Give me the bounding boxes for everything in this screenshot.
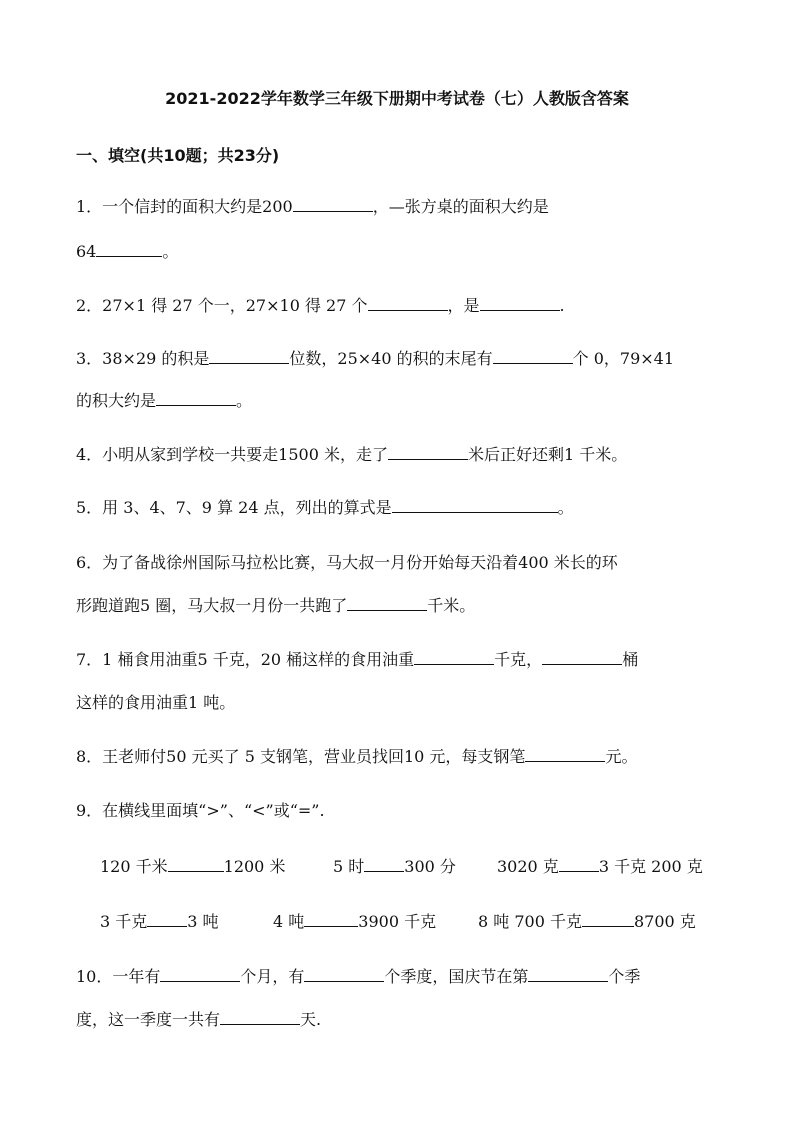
- question-6-line-1: [76, 553, 618, 573]
- answer-blank[interactable]: [582, 912, 634, 927]
- answer-blank[interactable]: [525, 747, 605, 762]
- question-1-line-1: [76, 197, 549, 217]
- comparison-left: 8 吨 700 千克: [478, 912, 582, 931]
- comparison-right: 8700 克: [633, 912, 696, 931]
- answer-blank[interactable]: [480, 296, 560, 311]
- q6-text-b: 形跑道跑5 圈，马大叔一月份一共跑了: [76, 596, 348, 615]
- comparison-item: [100, 912, 219, 932]
- q1-text-b: ，—张方桌的面积大约是: [372, 197, 549, 216]
- question-9: [76, 801, 325, 821]
- q1-text-d: 。: [162, 242, 179, 261]
- q7-text-c: 桶: [622, 650, 639, 669]
- page-title: 2021-2022学年数学三年级下册期中考试卷（七）人教版含答案: [165, 89, 629, 108]
- comparison-left: 3 千克: [100, 912, 148, 931]
- q2-text-b: ，是: [447, 296, 480, 315]
- answer-blank[interactable]: [364, 857, 404, 872]
- answer-blank[interactable]: [293, 197, 373, 212]
- question-1-line-2: [76, 242, 178, 262]
- q3-text-e: 。: [236, 391, 253, 410]
- q10-text-a: 10．一年有: [76, 967, 161, 986]
- q7-text-d: 这样的食用油重1 吨。: [76, 693, 236, 712]
- q8-text-b: 元。: [605, 747, 638, 766]
- question-4: [76, 445, 627, 465]
- comparison-left: 3020 克: [497, 857, 559, 876]
- answer-blank[interactable]: [392, 498, 558, 513]
- comparison-item: [273, 912, 436, 932]
- comparison-left: 5 时: [333, 857, 365, 876]
- q10-text-d: 个季: [608, 967, 641, 986]
- answer-blank[interactable]: [156, 391, 236, 406]
- q1-text-a: 1．一个信封的面积大约是200: [76, 197, 293, 216]
- comparison-item: [497, 857, 703, 877]
- question-10-line-2: [76, 1010, 321, 1030]
- answer-blank[interactable]: [388, 445, 468, 460]
- answer-blank[interactable]: [147, 912, 187, 927]
- comparison-item: [333, 857, 456, 877]
- question-6-line-2: [76, 596, 475, 616]
- comparison-right: 3 吨: [187, 912, 219, 931]
- q3-text-b: 位数，25×40 的积的末尾有: [289, 349, 493, 368]
- answer-blank[interactable]: [304, 967, 384, 982]
- q3-text-a: 3．38×29 的积是: [76, 349, 210, 368]
- answer-blank[interactable]: [542, 650, 622, 665]
- question-8: [76, 747, 637, 767]
- answer-blank[interactable]: [414, 650, 494, 665]
- q5-text-a: 5．用 3、4、7、9 算 24 点，列出的算式是: [76, 498, 392, 517]
- comparison-left: 120 千米: [100, 857, 168, 876]
- q10-text-b: 个月，有: [240, 967, 305, 986]
- answer-blank[interactable]: [493, 349, 573, 364]
- answer-blank[interactable]: [347, 596, 427, 611]
- question-7-line-1: [76, 650, 638, 670]
- q3-text-c: 个 0，79×41: [572, 349, 675, 368]
- answer-blank[interactable]: [368, 296, 448, 311]
- comparison-right: 300 分: [404, 857, 456, 876]
- comparison-item: [478, 912, 696, 932]
- q4-text-a: 4．小明从家到学校一共要走1500 米，走了: [76, 445, 388, 464]
- question-5: [76, 498, 574, 518]
- comparison-left: 4 吨: [273, 912, 305, 931]
- answer-blank[interactable]: [160, 967, 240, 982]
- section-heading: 一、填空(共10题；共23分): [76, 146, 280, 165]
- question-7-line-2: [76, 693, 235, 713]
- answer-blank[interactable]: [168, 857, 224, 872]
- answer-blank[interactable]: [96, 242, 162, 257]
- question-10-line-1: [76, 967, 640, 987]
- q7-text-a: 7．1 桶食用油重5 千克，20 桶这样的食用油重: [76, 650, 415, 669]
- answer-blank[interactable]: [304, 912, 358, 927]
- question-2: [76, 296, 565, 316]
- comparison-item: [100, 857, 285, 877]
- q9-text-a: 9．在横线里面填“>”、“<”或“=”.: [76, 801, 325, 820]
- q5-text-b: 。: [557, 498, 574, 517]
- q7-text-b: 千克，: [494, 650, 543, 669]
- q6-text-a: 6．为了备战徐州国际马拉松比赛，马大叔一月份开始每天沿着400 米长的环: [76, 553, 618, 572]
- comparison-right: 1200 米: [223, 857, 286, 876]
- q2-text-a: 2．27×1 得 27 个一，27×10 得 27 个: [76, 296, 368, 315]
- q10-text-c: 个季度，国庆节在第: [384, 967, 529, 986]
- q2-text-c: .: [559, 296, 565, 315]
- q4-text-b: 米后正好还剩1 千米。: [468, 445, 628, 464]
- comparison-right: 3900 千克: [358, 912, 437, 931]
- q10-text-f: 天.: [300, 1010, 322, 1029]
- question-3-line-2: [76, 391, 252, 411]
- comparison-right: 3 千克 200 克: [598, 857, 703, 876]
- answer-blank[interactable]: [559, 857, 599, 872]
- answer-blank[interactable]: [220, 1010, 300, 1025]
- q8-text-a: 8．王老师付50 元买了 5 支钢笔，营业员找回10 元，每支钢笔: [76, 747, 526, 766]
- q6-text-c: 千米。: [427, 596, 476, 615]
- q1-text-c: 64: [76, 242, 97, 261]
- answer-blank[interactable]: [209, 349, 289, 364]
- q10-text-e: 度，这一季度一共有: [76, 1010, 221, 1029]
- q3-text-d: 的积大约是: [76, 391, 157, 410]
- answer-blank[interactable]: [528, 967, 608, 982]
- question-3-line-1: [76, 349, 674, 369]
